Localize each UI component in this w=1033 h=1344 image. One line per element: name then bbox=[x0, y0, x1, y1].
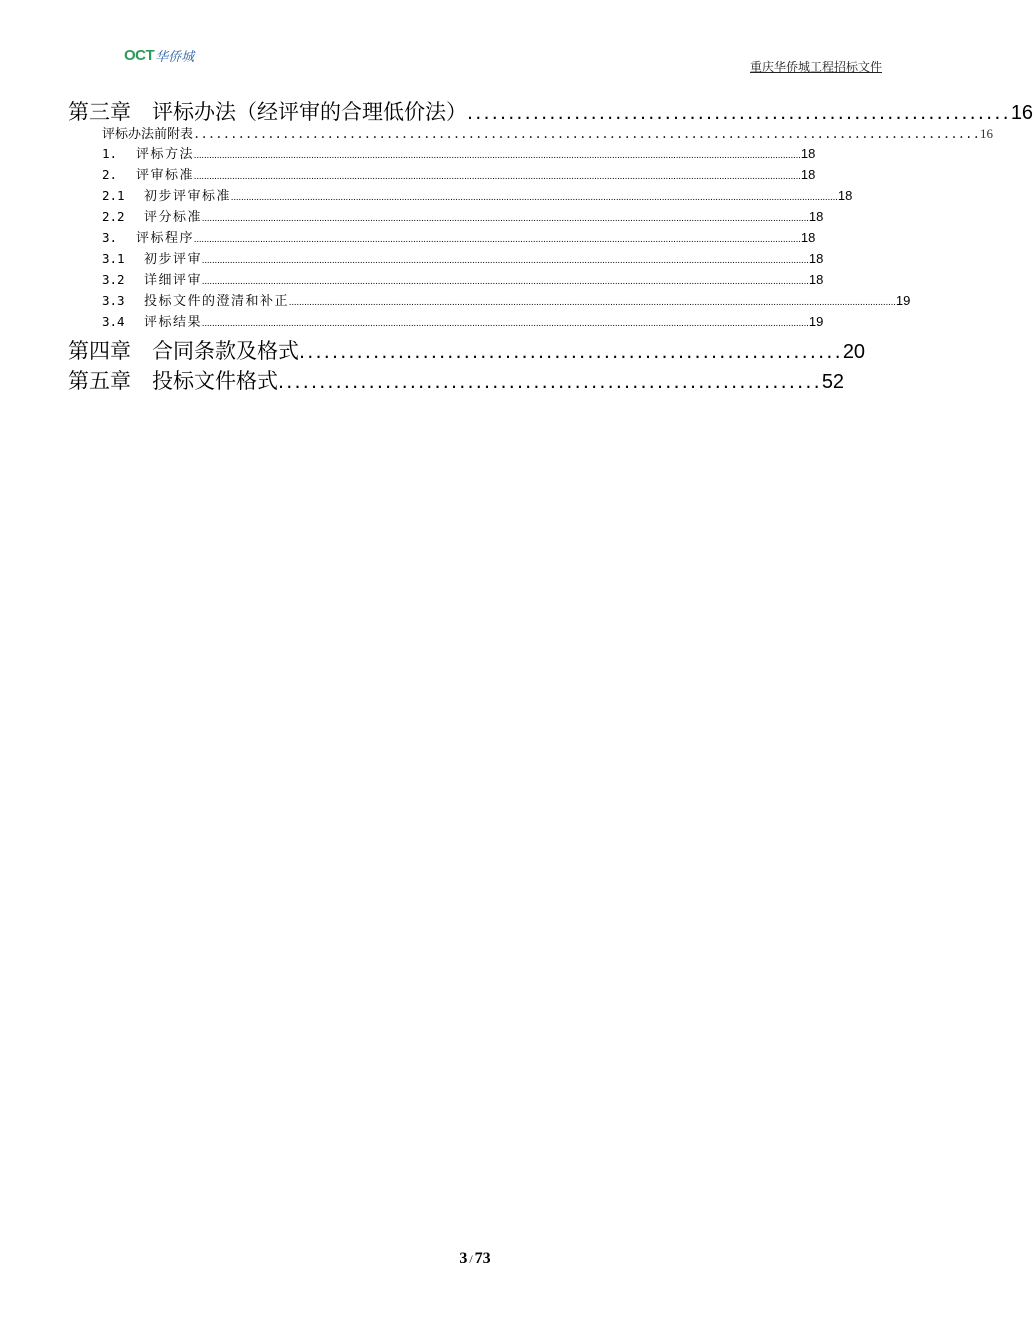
toc-page-number: 52 bbox=[821, 371, 845, 393]
toc-page-number: 18 bbox=[800, 230, 816, 245]
toc-entry-title: 第三章 评标办法（经评审的合理低价法） bbox=[68, 100, 467, 124]
toc-entry-title: 评标程序 bbox=[136, 231, 195, 246]
current-page-number: 3 bbox=[459, 1250, 468, 1267]
toc-entry-number: 3.1 bbox=[102, 251, 125, 266]
toc-subentry[interactable] bbox=[102, 185, 853, 204]
toc-leader-dots: .............................................................................................................................................................................................................................................. bbox=[202, 276, 809, 286]
toc-page-number: 18 bbox=[808, 251, 824, 266]
toc-subentry[interactable] bbox=[102, 206, 824, 225]
toc-entry-number: 2.2 bbox=[102, 209, 125, 224]
toc-page-number: 18 bbox=[800, 146, 816, 161]
toc-entry-title: 第四章 合同条款及格式 bbox=[68, 339, 299, 363]
toc-entry-number: 2. bbox=[102, 167, 118, 182]
toc-entry-title: 详细评审 bbox=[144, 273, 203, 288]
toc-subentry[interactable] bbox=[102, 311, 824, 330]
toc-entry-number: 3.3 bbox=[102, 293, 125, 308]
page-footer bbox=[0, 1250, 950, 1268]
toc-subentry[interactable] bbox=[102, 227, 816, 246]
toc-leader-dots: .............................................................................................................................................................................................................................................. bbox=[194, 150, 801, 160]
toc-subentry[interactable] bbox=[102, 290, 911, 309]
toc-page-number: 16 bbox=[980, 126, 994, 141]
toc-entry-title: 初步评审 bbox=[144, 252, 203, 267]
logo-chinese-name: 华侨城 bbox=[155, 49, 195, 65]
toc-page-number: 18 bbox=[837, 188, 853, 203]
toc-entry-title: 评标办法前附表 bbox=[102, 127, 194, 142]
toc-chapter-5[interactable] bbox=[68, 365, 845, 393]
toc-leader-dots: .............................................................................................................................................................................................................................................. bbox=[202, 213, 809, 223]
toc-leader-dots: .............................................................................................................................................................................................................................................. bbox=[202, 255, 809, 265]
toc-page-number: 18 bbox=[808, 272, 824, 287]
toc-subentry[interactable] bbox=[102, 143, 816, 162]
toc-subentry[interactable] bbox=[102, 248, 824, 267]
toc-page-number: 18 bbox=[800, 167, 816, 182]
toc-leader-dots: .............................................................................................................................................................................................................................................. bbox=[202, 318, 809, 328]
toc-entry-title: 评标方法 bbox=[136, 147, 195, 162]
toc-leader-dots: .............................................................................................................................................................................................................................................. bbox=[289, 297, 896, 307]
toc-subentry[interactable] bbox=[102, 164, 816, 183]
toc-entry-number: 1. bbox=[102, 146, 118, 161]
toc-entry-title: 评分标准 bbox=[144, 210, 203, 225]
toc-page-number: 16 bbox=[1010, 102, 1033, 124]
toc-leader-dots: .................................................................. bbox=[467, 102, 1011, 124]
toc-page-number: 18 bbox=[808, 209, 824, 224]
toc-leader-dots: .............................................................................................................................................................................................................................................. bbox=[231, 192, 838, 202]
toc-chapter-3[interactable] bbox=[68, 96, 1033, 124]
toc-chapter-4[interactable] bbox=[68, 335, 866, 363]
toc-entry-title: 评审标准 bbox=[136, 168, 195, 183]
toc-page-number: 20 bbox=[842, 341, 866, 363]
toc-entry-number: 3. bbox=[102, 230, 118, 245]
toc-entry-number: 2.1 bbox=[102, 188, 125, 203]
total-page-count: 73 bbox=[474, 1250, 491, 1267]
toc-leader-dots: .............................................................................................................................................................................................................................................. bbox=[194, 171, 801, 181]
toc-entry-title: 投标文件的澄清和补正 bbox=[144, 294, 290, 309]
toc-entry-title: 评标结果 bbox=[144, 315, 203, 330]
toc-entry-number: 3.4 bbox=[102, 314, 125, 329]
toc-subentry[interactable] bbox=[102, 269, 824, 288]
toc-leader-dots: .................................................................. bbox=[299, 341, 843, 363]
toc-leader-dots: .............................................................................................................................................................................................................................................. bbox=[194, 234, 801, 244]
logo-oct-o: O bbox=[124, 46, 136, 64]
company-logo bbox=[124, 45, 194, 65]
logo-oct-ct: CT bbox=[135, 46, 155, 64]
toc-page-number: 19 bbox=[808, 314, 824, 329]
toc-entry-number: 3.2 bbox=[102, 272, 125, 287]
toc-leader-dots: .................................................................. bbox=[278, 371, 822, 393]
logo-oct-mark bbox=[124, 47, 154, 64]
toc-leader-dots: .......................................................................................................... bbox=[193, 127, 981, 141]
toc-page-number: 19 bbox=[895, 293, 911, 308]
page-separator: / bbox=[469, 1252, 473, 1266]
toc-entry-title: 初步评审标准 bbox=[144, 189, 232, 204]
toc-pre-table[interactable] bbox=[102, 123, 994, 142]
toc-entry-title: 第五章 投标文件格式 bbox=[68, 369, 278, 393]
header-document-title: 重庆华侨城工程招标文件 bbox=[749, 60, 882, 74]
